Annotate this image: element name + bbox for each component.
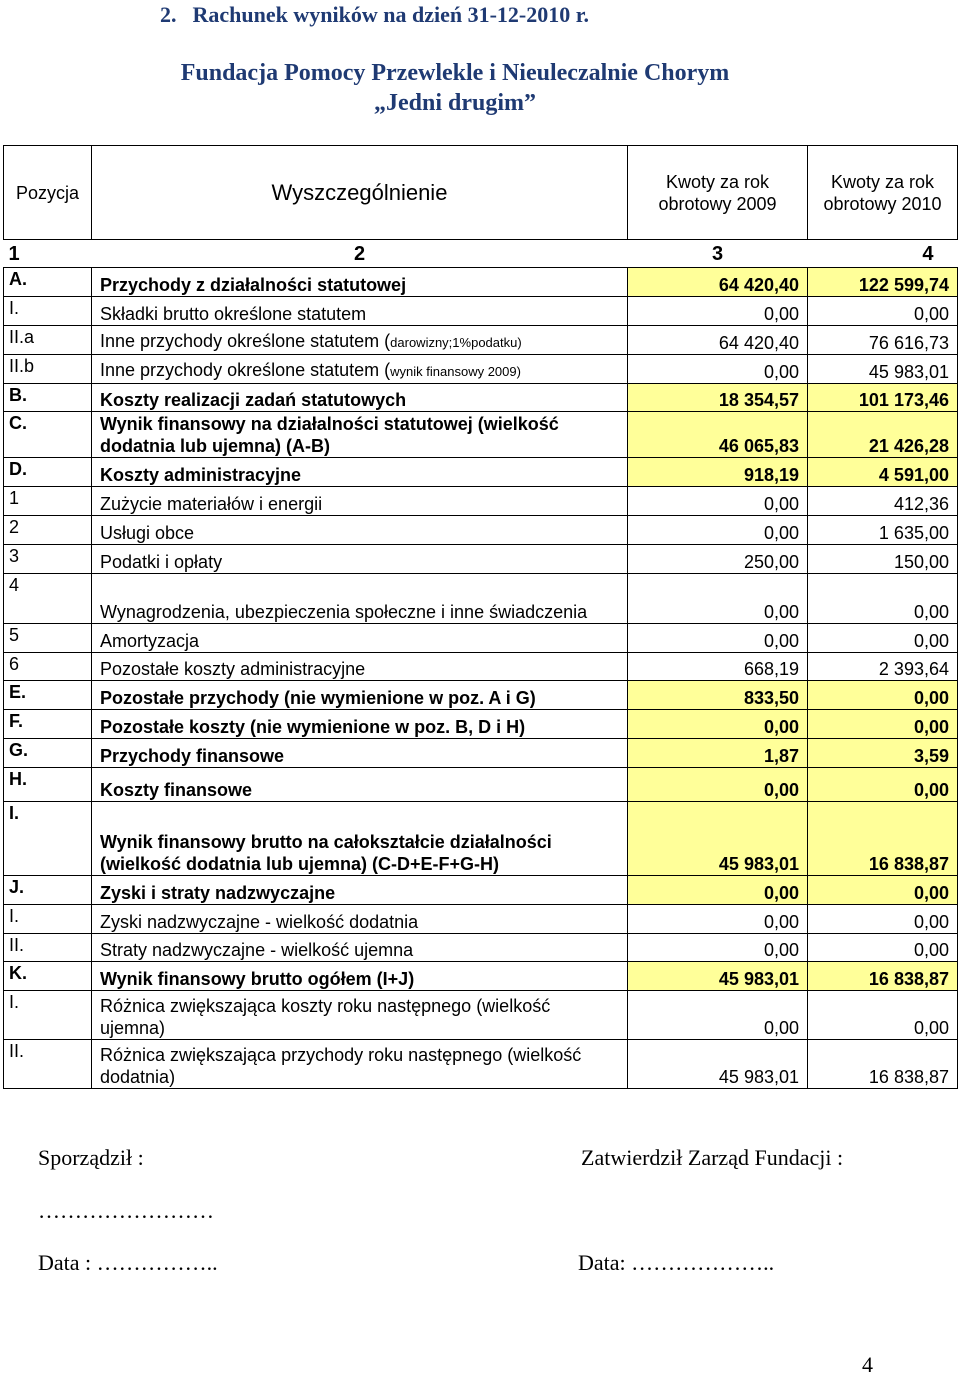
row-position: II. <box>4 1040 92 1089</box>
heading-number: 2. <box>160 2 177 27</box>
amount-2009: 0,00 <box>628 574 808 624</box>
row-description-note: darowizny;1%podatku) <box>390 335 522 350</box>
row-description <box>92 268 628 297</box>
row-description <box>92 624 628 653</box>
row-description-text: Różnica zwiększająca przychody roku następnego (wielkość dodatnia) <box>100 1045 582 1087</box>
table-row <box>4 681 958 710</box>
row-description-text: Zużycie materiałów i energii <box>100 494 323 514</box>
table-row <box>4 412 958 458</box>
row-description <box>92 1040 628 1089</box>
column-number: 1 <box>8 242 20 265</box>
row-description-text: Straty nadzwyczajne - wielkość ujemna <box>100 940 414 960</box>
row-description <box>92 934 628 962</box>
table-row <box>4 545 958 574</box>
amount-2009: 668,19 <box>628 653 808 681</box>
amount-2009: 0,00 <box>628 934 808 962</box>
row-description <box>92 905 628 934</box>
row-description <box>92 487 628 516</box>
amount-2009: 18 354,57 <box>628 384 808 412</box>
table-header-row <box>4 146 958 240</box>
amount-2010: 122 599,74 <box>808 268 958 297</box>
row-description <box>92 739 628 768</box>
row-description-text: Wynagrodzenia, ubezpieczenia społeczne i inne świadczenia <box>100 602 588 622</box>
amount-2009: 0,00 <box>628 487 808 516</box>
table-row <box>4 487 958 516</box>
row-description <box>92 574 628 624</box>
amount-2010: 16 838,87 <box>808 802 958 876</box>
header-amount-2010: Kwoty za rok obrotowy 2010 <box>808 146 958 240</box>
row-description-text: Przychody finansowe <box>100 746 285 766</box>
row-description-text: Pozostałe koszty administracyjne <box>100 659 366 679</box>
amount-2010: 0,00 <box>808 905 958 934</box>
row-description <box>92 962 628 991</box>
amount-2009: 64 420,40 <box>628 326 808 355</box>
row-position: I. <box>4 991 92 1040</box>
row-description-text: Koszty finansowe <box>100 780 253 800</box>
amount-2009: 46 065,83 <box>628 412 808 458</box>
row-description <box>92 355 628 384</box>
row-description-text: Składki brutto określone statutem <box>100 304 367 324</box>
signature-dots: …………………… <box>38 1198 214 1223</box>
amount-2010: 16 838,87 <box>808 1040 958 1089</box>
amount-2009: 0,00 <box>628 876 808 905</box>
amount-2010: 0,00 <box>808 297 958 326</box>
row-description-text: Wynik finansowy brutto ogółem (I+J) <box>100 969 415 989</box>
page-number: 4 <box>862 1352 873 1377</box>
table-row <box>4 962 958 991</box>
amount-2010: 0,00 <box>808 768 958 802</box>
amount-2010: 0,00 <box>808 710 958 739</box>
amount-2010: 0,00 <box>808 991 958 1040</box>
row-position: II. <box>4 934 92 962</box>
row-position: A. <box>4 268 92 297</box>
row-description-text: Pozostałe przychody (nie wymienione w poz. A i G) <box>100 688 536 708</box>
row-position: I. <box>4 802 92 876</box>
row-position: B. <box>4 384 92 412</box>
date-left: Data : …………….. <box>38 1250 218 1275</box>
row-description-text: Przychody z działalności statutowej <box>100 275 407 295</box>
row-description <box>92 458 628 487</box>
table-row <box>4 934 958 962</box>
row-description <box>92 516 628 545</box>
amount-2010: 0,00 <box>808 574 958 624</box>
row-description-text: Podatki i opłaty <box>100 552 223 572</box>
column-number: 4 <box>922 242 934 265</box>
row-position: I. <box>4 297 92 326</box>
amount-2010: 45 983,01 <box>808 355 958 384</box>
amount-2009: 64 420,40 <box>628 268 808 297</box>
amount-2009: 45 983,01 <box>628 802 808 876</box>
amount-2009: 0,00 <box>628 624 808 653</box>
amount-2009: 0,00 <box>628 355 808 384</box>
header-amount-2009: Kwoty za rok obrotowy 2009 <box>628 146 808 240</box>
table-row <box>4 297 958 326</box>
row-description-text: Koszty realizacji zadań statutowych <box>100 390 407 410</box>
amount-2009: 0,00 <box>628 991 808 1040</box>
table-row <box>4 802 958 876</box>
amount-2009: 0,00 <box>628 297 808 326</box>
row-position: C. <box>4 412 92 458</box>
row-description <box>92 710 628 739</box>
amount-2009: 0,00 <box>628 768 808 802</box>
table-row <box>4 624 958 653</box>
table-row <box>4 458 958 487</box>
table-row <box>4 768 958 802</box>
column-number: 3 <box>711 242 724 265</box>
row-description <box>92 545 628 574</box>
amount-2010: 16 838,87 <box>808 962 958 991</box>
table-row <box>4 876 958 905</box>
row-position: J. <box>4 876 92 905</box>
row-description-text: Inne przychody określone statutem ( <box>100 360 391 380</box>
row-position: F. <box>4 710 92 739</box>
amount-2010: 0,00 <box>808 624 958 653</box>
row-description <box>92 768 628 802</box>
amount-2010: 0,00 <box>808 876 958 905</box>
row-description <box>92 991 628 1040</box>
amount-2010: 3,59 <box>808 739 958 768</box>
amount-2010: 0,00 <box>808 681 958 710</box>
prepared-by-label: Sporządził : <box>38 1145 144 1170</box>
amount-2009: 1,87 <box>628 739 808 768</box>
row-position: II.b <box>4 355 92 384</box>
row-description-text: Usługi obce <box>100 523 195 543</box>
table-row <box>4 710 958 739</box>
amount-2009: 45 983,01 <box>628 1040 808 1089</box>
row-description-text: Zyski i straty nadzwyczajne <box>100 883 336 903</box>
row-position: D. <box>4 458 92 487</box>
amount-2009: 45 983,01 <box>628 962 808 991</box>
income-statement-table <box>3 145 958 1089</box>
row-position: 5 <box>4 624 92 653</box>
amount-2010: 2 393,64 <box>808 653 958 681</box>
row-position: 4 <box>4 574 92 624</box>
row-position: H. <box>4 768 92 802</box>
column-number-row <box>4 240 958 268</box>
amount-2009: 918,19 <box>628 458 808 487</box>
amount-2009: 0,00 <box>628 905 808 934</box>
column-number: 2 <box>353 242 366 265</box>
row-description <box>92 297 628 326</box>
date-right: Data: ……………….. <box>578 1250 775 1275</box>
amount-2009: 833,50 <box>628 681 808 710</box>
table-row <box>4 991 958 1040</box>
row-position: 3 <box>4 545 92 574</box>
table-row <box>4 384 958 412</box>
row-position: E. <box>4 681 92 710</box>
row-description <box>92 326 628 355</box>
row-position: 6 <box>4 653 92 681</box>
row-description <box>92 681 628 710</box>
row-description-text: Różnica zwiększająca koszty roku następnego (wielkość ujemna) <box>100 996 551 1038</box>
header-description: Wyszczególnienie <box>92 146 628 240</box>
row-description <box>92 412 628 458</box>
table-row <box>4 574 958 624</box>
amount-2010: 101 173,46 <box>808 384 958 412</box>
approved-by-label: Zatwierdził Zarząd Fundacji : <box>581 1145 844 1170</box>
table-row <box>4 1040 958 1089</box>
table-row <box>4 739 958 768</box>
row-description-text: Zyski nadzwyczajne - wielkość dodatnia <box>100 912 419 932</box>
table-row <box>4 268 958 297</box>
document-heading <box>160 2 589 28</box>
row-description <box>92 384 628 412</box>
organization-name: Fundacja Pomocy Przewlekle i Nieuleczalnie Chorym <box>180 60 730 86</box>
row-position: G. <box>4 739 92 768</box>
row-description <box>92 876 628 905</box>
row-description-text: Pozostałe koszty (nie wymienione w poz. B, D i H) <box>100 717 526 737</box>
row-description-text: Wynik finansowy na działalności statutowej (wielkość dodatnia lub ujemna) (A-B) <box>100 414 559 456</box>
amount-2010: 76 616,73 <box>808 326 958 355</box>
table-row <box>4 326 958 355</box>
amount-2010: 1 635,00 <box>808 516 958 545</box>
row-position: K. <box>4 962 92 991</box>
row-description-text: Wynik finansowy brutto na całokształcie działalności (wielkość dodatnia lub ujemna) (C-D+E-F+G-H) <box>100 832 552 874</box>
row-description-note: wynik finansowy 2009) <box>390 364 521 379</box>
row-position: 1 <box>4 487 92 516</box>
amount-2010: 4 591,00 <box>808 458 958 487</box>
amount-2010: 412,36 <box>808 487 958 516</box>
amount-2010: 0,00 <box>808 934 958 962</box>
table-row <box>4 355 958 384</box>
amount-2009: 0,00 <box>628 516 808 545</box>
row-position: II.a <box>4 326 92 355</box>
row-position: 2 <box>4 516 92 545</box>
amount-2009: 250,00 <box>628 545 808 574</box>
amount-2010: 150,00 <box>808 545 958 574</box>
table-row <box>4 653 958 681</box>
organization-subtitle: „Jedni drugim” <box>373 90 537 116</box>
heading-title: Rachunek wyników na dzień 31-12-2010 r. <box>192 2 589 27</box>
amount-2010: 21 426,28 <box>808 412 958 458</box>
row-description-text: Inne przychody określone statutem ( <box>100 331 391 351</box>
row-position: I. <box>4 905 92 934</box>
amount-2009: 0,00 <box>628 710 808 739</box>
header-position: Pozycja <box>4 146 92 240</box>
table-row <box>4 905 958 934</box>
row-description-text: Amortyzacja <box>100 631 200 651</box>
table-row <box>4 516 958 545</box>
row-description <box>92 653 628 681</box>
row-description-text: Koszty administracyjne <box>100 465 302 485</box>
row-description <box>92 802 628 876</box>
